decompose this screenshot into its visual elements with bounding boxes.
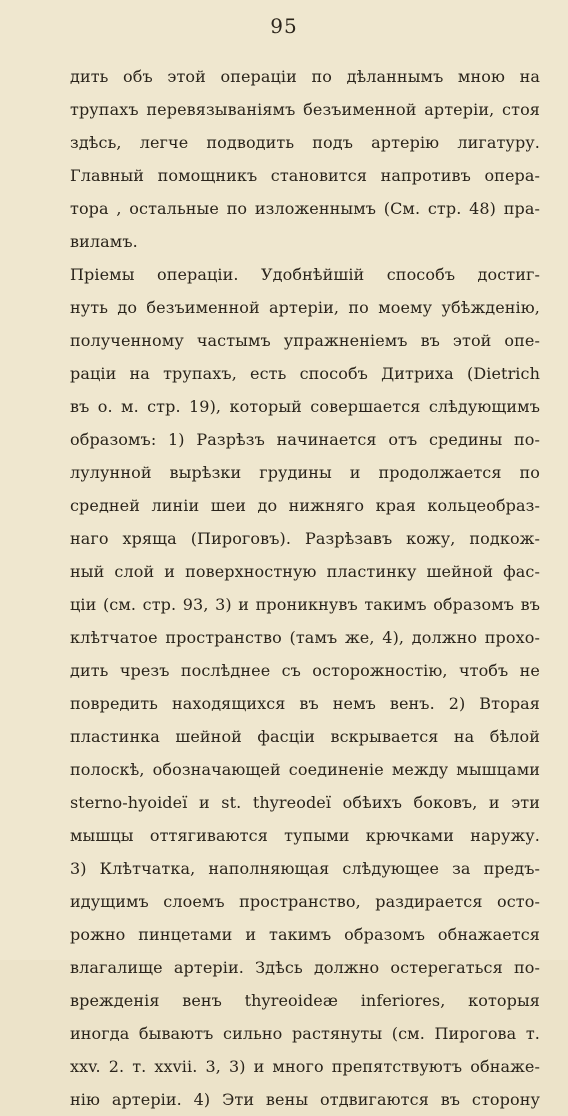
text-line: полученному частымъ упражненіемъ въ этой опе-: [70, 331, 540, 350]
text-line: влагалище артеріи. Здѣсь должно остерегаться по-: [70, 958, 540, 977]
text-line: образомъ: 1) Разрѣзъ начинается отъ средины по-: [70, 430, 540, 449]
text-line: врежденія венъ thyreoideæ inferiores, которыя: [70, 991, 540, 1010]
text-line: повредить находящихся въ немъ венъ. 2) Вторая: [70, 694, 540, 713]
body-text: [70, 60, 540, 1116]
text-line: наго хряща (Пироговъ). Разрѣзавъ кожу, подкож-: [70, 529, 540, 548]
text-line: въ о. м. стр. 19), который совершается слѣдующимъ: [70, 397, 540, 416]
text-line: 3) Клѣтчатка, наполняющая слѣдующее за предъ-: [70, 859, 540, 878]
page-number: 95: [270, 14, 298, 38]
text-line: дить объ этой операціи по дѣланнымъ мною на: [70, 67, 540, 86]
text-line: ціи (см. стр. 93, 3) и проникнувъ такимъ образомъ въ: [70, 595, 540, 614]
text-line: виламъ.: [70, 232, 138, 251]
text-line: Главный помощникъ становится напротивъ опера-: [70, 166, 540, 185]
text-line: полоскѣ, обозначающей соединеніе между мышцами: [70, 760, 540, 779]
text-line: тора , остальные по изложеннымъ (См. стр. 48) пра-: [70, 199, 540, 218]
text-line: лулунной вырѣзки грудины и продолжается по: [70, 463, 540, 482]
text-line: ххv. 2. т. ххvii. 3, 3) и много препятствуютъ обнаже-: [70, 1057, 540, 1076]
text-line: нію артеріи. 4) Эти вены отдвигаются въ сторону: [70, 1090, 540, 1109]
text-line: клѣтчатое пространство (тамъ же, 4), должно прохо-: [70, 628, 540, 647]
text-line: ный слой и поверхностную пластинку шейной фас-: [70, 562, 540, 581]
text-line: нуть до безъименной артеріи, по моему убѣжденію,: [70, 298, 540, 317]
text-line: здѣсь, легче подводить подъ артерію лигатуру.: [70, 133, 540, 152]
text-line: идущимъ слоемъ пространство, раздирается осто-: [70, 892, 540, 911]
text-line: sterno-hyoideï и st. thyreodeï обѣихъ боковъ, и эти: [70, 793, 540, 812]
text-line: Пріемы операціи. Удобнѣйшій способъ достиг-: [70, 265, 540, 284]
text-line: средней линіи шеи до нижняго края кольцеобраз-: [70, 496, 540, 515]
text-line: дить чрезъ послѣднее съ осторожностію, чтобъ не: [70, 661, 540, 680]
text-line: пластинка шейной фасціи вскрывается на бѣлой: [70, 727, 540, 746]
text-line: трупахъ перевязываніямъ безъименной артеріи, стоя: [70, 100, 540, 119]
text-line: рожно пинцетами и такимъ образомъ обнажается: [70, 925, 540, 944]
text-line: раціи на трупахъ, есть способъ Дитриха (Dietrich: [70, 364, 540, 383]
text-line: иногда бываютъ сильно растянуты (см. Пирогова т.: [70, 1024, 540, 1043]
text-line: мышцы оттягиваются тупыми крючками наружу.: [70, 826, 540, 845]
